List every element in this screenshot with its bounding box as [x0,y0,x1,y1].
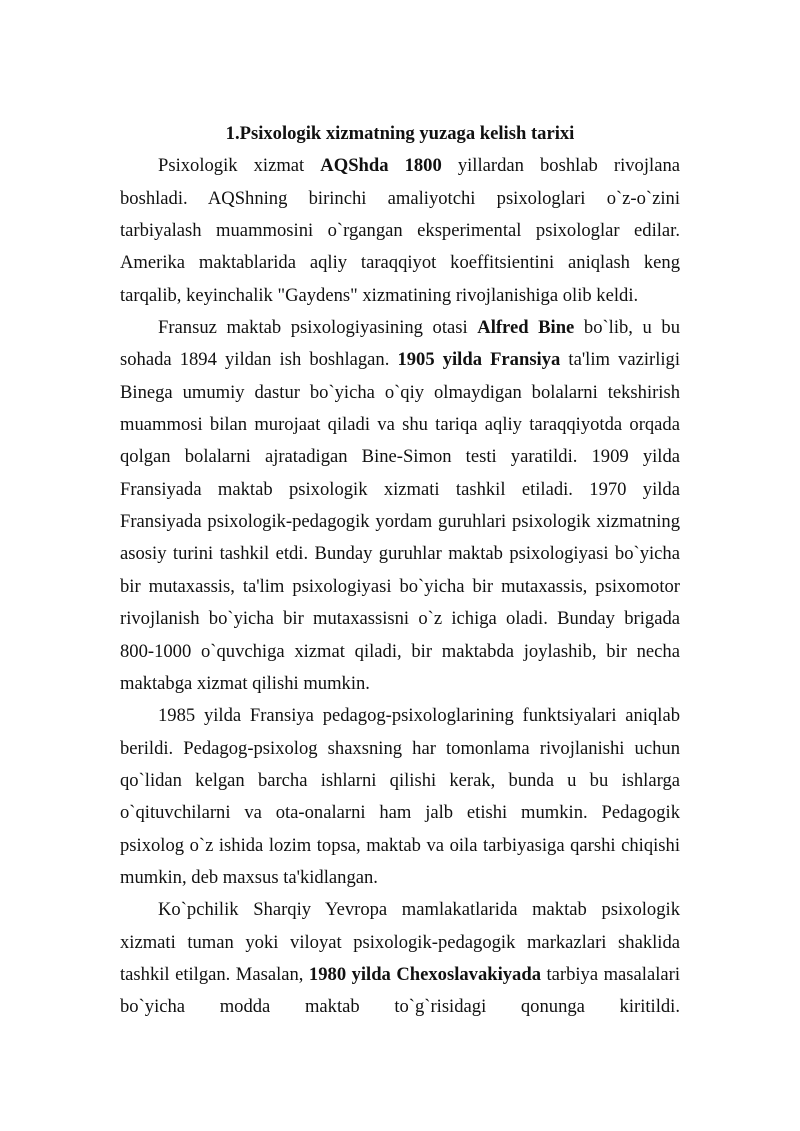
document-body [120,118,680,1024]
text-run: ta'lim vazirligi Binega umumiy dastur bo`yicha o`qiy olmaydigan bolalarni tekshirish muammosi bilan murojaat qiladi va shu tariqa aqliy taraqqiyotda orqada qolgan bolalarni ajratadigan Bine-Simon testi yaratildi. 1909 yilda Fransiyada maktab psixologik xizmati tashkil etiladi. 1970 yilda Fransiyada psixologik-pedagogik yordam guruhlari psixologik xizmatning asosiy turini tashkil etdi. Bunday guruhlar maktab psixologiyasi bo`yicha bir mutaxassis, ta'lim psixologiyasi bo`yicha bir mutaxassis, psixomotor rivojlanish bo`yicha bir mutaxassisni o`z ichiga oladi. Bunday brigada 800-1000 o`quvchiga xizmat qiladi, bir maktabda joylashib, bir necha maktabga xizmat qilishi mumkin. [120,349,681,694]
text-run-bold: 1980 yilda Chexoslavakiyada [308,963,541,985]
text-run-bold: AQShda 1800 [320,155,442,177]
paragraph-usa-history [120,150,680,312]
text-run: bo`lib, u bu sohada 1894 yildan ish boshlagan. [120,317,681,371]
text-run-bold: Alfred Bine [477,317,575,339]
text-run: Ko`pchilik Sharqiy Yevropa mamlakatlarida maktab psixologik xizmati tuman yoki viloyat psixologik-pedagogik markazlari shaklida tashkil etilgan. Masalan, [120,899,680,985]
text-run: Psixologik xizmat [158,155,321,177]
text-run: Fransuz maktab psixologiyasining otasi [158,317,478,339]
text-run: 1985 yilda Fransiya pedagog-psixologlarining funktsiyalari aniqlab berildi. Pedagog-psixolog shaxsning har tomonlama rivojlanishi uchun qo`lidan kelgan barcha ishlarni qilishi kerak, bunda u bu ishlarga o`qituvchilarni va ota-onalarni ham jalb etishi mumkin. Pedagogik psixolog o`z ishida lozim topsa, maktab va oila tarbiyasiga qarshi chiqishi mumkin, deb maxsus ta'kidlangan. [120,705,680,888]
text-run: yillardan boshlab rivojlana boshladi. AQShning birinchi amaliyotchi psixologlari o`z-o`zini tarbiyalash muammosini o`rgangan eksperimental psixologlar edilar. Amerika maktablarida aqliy taraqqiyot koeffitsientini aniqlash keng tarqalib, keyinchalik "Gaydens" xizmatining rivojlanishiga olib keldi. [120,155,680,306]
text-run-bold: 1905 yilda Fransiya [397,349,561,371]
paragraph-france-1985 [120,700,680,894]
paragraph-eastern-europe [120,894,680,1023]
paragraph-france-history [120,312,680,700]
document-title: 1.Psixologik xizmatning yuzaga kelish tarixi [225,123,575,144]
text-run: tarbiya masalalari bo`yicha modda maktab to`g`risidagi qonunga kiritildi. [120,963,680,1018]
